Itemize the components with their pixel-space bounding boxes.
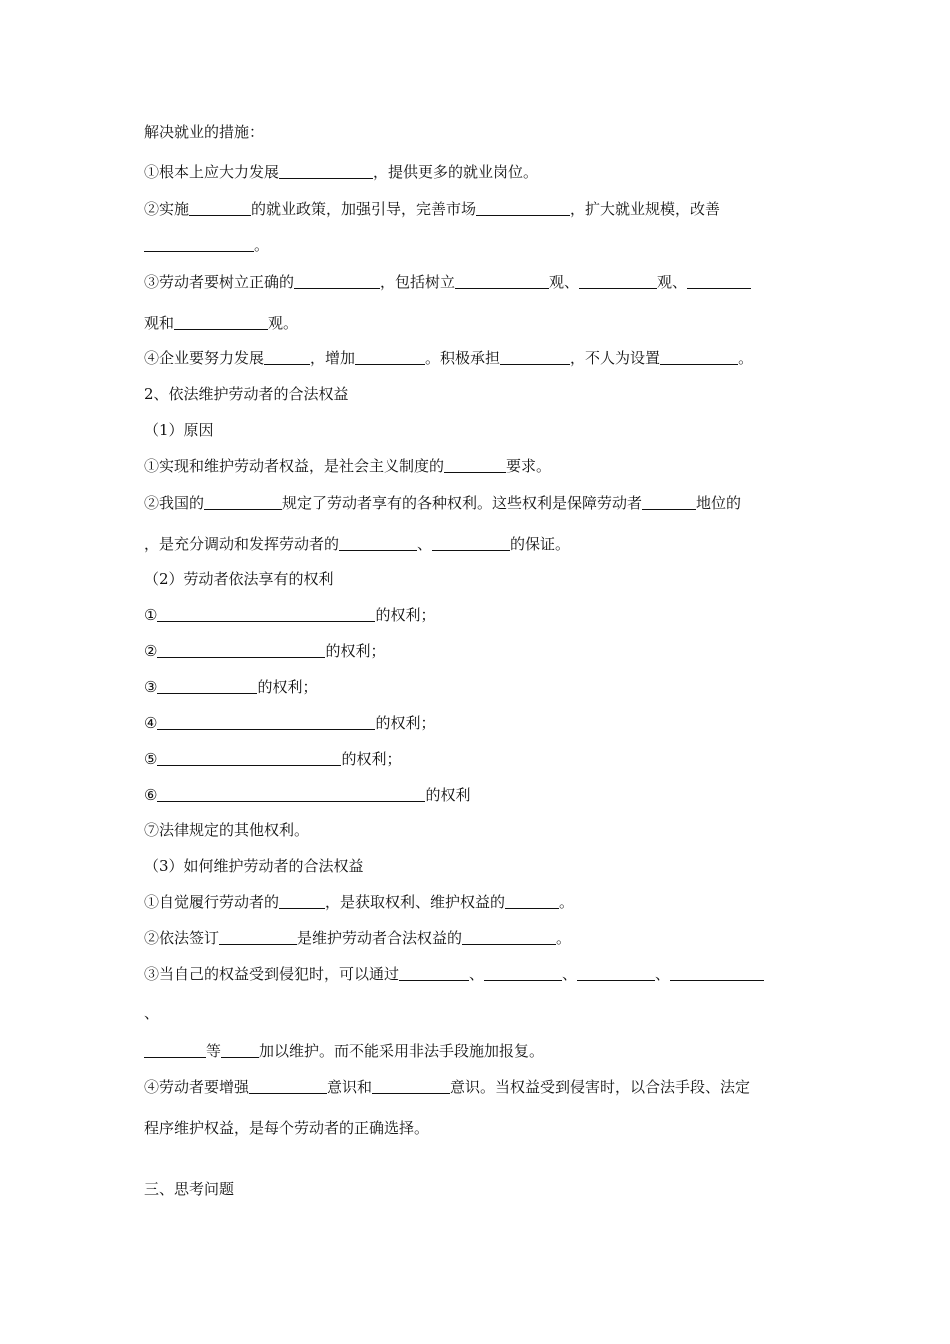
text: ④ (144, 714, 158, 732)
text: 观。 (268, 314, 299, 332)
section-3-heading (144, 1179, 234, 1199)
text: ④企业要努力发展 (144, 349, 265, 367)
blank-underline (455, 272, 549, 289)
text: 的权利； (341, 750, 402, 768)
text: ②我国的 (144, 494, 205, 512)
text: ③ (144, 678, 158, 696)
blank-underline (204, 493, 282, 510)
text: 三、思考问题 (144, 1180, 235, 1198)
text: ⑤ (144, 750, 158, 768)
text: ② (144, 642, 158, 660)
text: 、 (144, 1004, 160, 1022)
measure-1 (144, 162, 538, 182)
text: 。 (556, 929, 572, 947)
text: 等 (206, 1042, 222, 1060)
measure-2-cont (144, 235, 269, 255)
method-3 (144, 964, 764, 984)
reason-1 (144, 456, 551, 476)
blank-underline (444, 456, 506, 473)
text: 的权利 (425, 786, 471, 804)
reason-2 (144, 493, 741, 513)
right-7 (144, 820, 309, 840)
right-6 (144, 785, 470, 805)
method-3-cont-2 (144, 1041, 544, 1061)
text: 观和 (144, 314, 175, 332)
blank-underline (157, 605, 375, 622)
blank-underline (294, 272, 380, 289)
measure-4 (144, 348, 753, 368)
blank-underline (219, 928, 297, 945)
text: 。积极承担 (425, 349, 501, 367)
blank-underline (157, 785, 425, 802)
text: 观、 (549, 273, 580, 291)
text: 观、 (657, 273, 688, 291)
method-4-cont (144, 1118, 429, 1138)
subsection-2-heading (144, 569, 334, 589)
blank-underline (144, 1041, 206, 1058)
blank-underline (476, 199, 570, 216)
text: 的权利； (257, 678, 318, 696)
blank-underline (500, 348, 570, 365)
text: 、 (469, 965, 485, 983)
right-5 (144, 749, 401, 769)
measure-3-cont (144, 313, 298, 333)
text: ①根本上应大力发展 (144, 163, 280, 181)
right-3 (144, 677, 317, 697)
text: （3）如何维护劳动者的合法权益 (144, 857, 364, 875)
text: 要求。 (506, 457, 552, 475)
text: 的权利； (375, 714, 436, 732)
text: ①实现和维护劳动者权益，是社会主义制度的 (144, 457, 445, 475)
text: 意识。当权益受到侵害时，以合法手段、法定 (450, 1078, 751, 1096)
right-2 (144, 641, 385, 661)
text: ，是充分调动和发挥劳动者的 (144, 535, 340, 553)
subsection-3-heading (144, 856, 364, 876)
blank-underline (249, 1077, 327, 1094)
text: 规定了劳动者享有的各种权利。这些权利是保障劳动者 (282, 494, 643, 512)
text: ③当自己的权益受到侵犯时，可以通过 (144, 965, 400, 983)
text: 。 (559, 893, 575, 911)
blank-underline (144, 235, 254, 252)
text: ⑥ (144, 786, 158, 804)
text: 是维护劳动者合法权益的 (297, 929, 463, 947)
blank-underline (339, 534, 417, 551)
text: 的权利； (325, 642, 386, 660)
text: ① (144, 606, 158, 624)
text: ④劳动者要增强 (144, 1078, 250, 1096)
text: ，扩大就业规模，改善 (570, 200, 721, 218)
text: 程序维护权益，是每个劳动者的正确选择。 (144, 1119, 430, 1137)
blank-underline (687, 272, 751, 289)
text: 意识和 (327, 1078, 373, 1096)
text: 加以维护。而不能采用非法手段施加报复。 (259, 1042, 545, 1060)
method-1 (144, 892, 574, 912)
blank-underline (399, 964, 469, 981)
text: ，提供更多的就业岗位。 (373, 163, 539, 181)
blank-underline (279, 892, 325, 909)
text: ①自觉履行劳动者的 (144, 893, 280, 911)
blank-underline (174, 313, 268, 330)
text: ②依法签订 (144, 929, 220, 947)
text: 。 (254, 236, 270, 254)
text: 的就业政策，加强引导，完善市场 (251, 200, 477, 218)
blank-underline (157, 749, 341, 766)
text: 2、依法维护劳动者的合法权益 (144, 385, 349, 403)
blank-underline (577, 964, 655, 981)
blank-underline (505, 892, 559, 909)
blank-underline (157, 641, 325, 658)
section-2-heading (144, 384, 349, 404)
text: ②实施 (144, 200, 190, 218)
text: 的权利； (375, 606, 436, 624)
subsection-1-heading (144, 420, 214, 440)
text: 的保证。 (510, 535, 571, 553)
measure-2 (144, 199, 720, 219)
text: ，不人为设置 (570, 349, 661, 367)
text: 、 (655, 965, 671, 983)
blank-underline (579, 272, 657, 289)
blank-underline (157, 713, 375, 730)
blank-underline (264, 348, 310, 365)
measure-3 (144, 272, 751, 292)
blank-underline (372, 1077, 450, 1094)
text: （2）劳动者依法享有的权利 (144, 570, 334, 588)
blank-underline (279, 162, 373, 179)
text: ，包括树立 (380, 273, 456, 291)
blank-underline (642, 493, 696, 510)
right-4 (144, 713, 435, 733)
blank-underline (355, 348, 425, 365)
text: 地位的 (696, 494, 742, 512)
text: （1）原因 (144, 421, 214, 439)
text: ，是获取权利、维护权益的 (325, 893, 506, 911)
blank-underline (221, 1041, 259, 1058)
text: 、 (562, 965, 578, 983)
text: ⑦法律规定的其他权利。 (144, 821, 310, 839)
blank-underline (157, 677, 257, 694)
text: 解决就业的措施： (144, 123, 265, 141)
blank-underline (484, 964, 562, 981)
text: ③劳动者要树立正确的 (144, 273, 295, 291)
text: 、 (417, 535, 433, 553)
measures-heading (144, 122, 264, 142)
method-4 (144, 1077, 750, 1097)
text: 。 (738, 349, 754, 367)
blank-underline (670, 964, 764, 981)
blank-underline (189, 199, 251, 216)
method-2 (144, 928, 571, 948)
blank-underline (432, 534, 510, 551)
blank-underline (660, 348, 738, 365)
right-1 (144, 605, 435, 625)
text: ，增加 (310, 349, 356, 367)
reason-2-cont (144, 534, 570, 554)
blank-underline (462, 928, 556, 945)
method-3-cont (144, 1003, 159, 1023)
